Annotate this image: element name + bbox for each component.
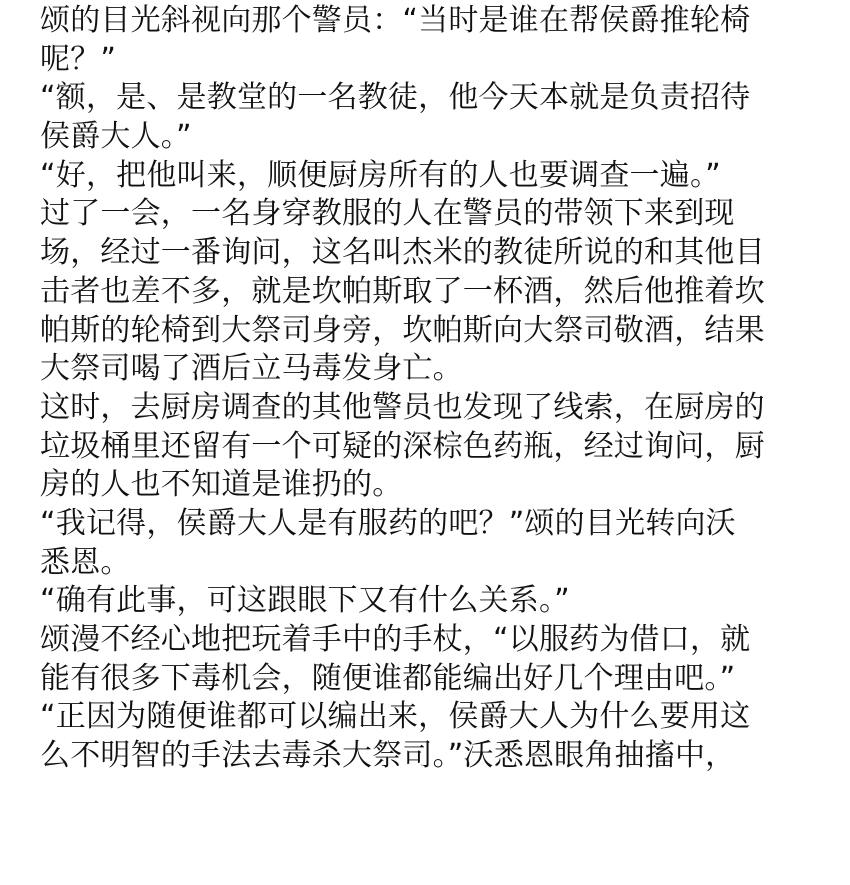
text-line: 大祭司喝了酒后立马毒发身亡。 <box>40 351 463 387</box>
text-line: “确有此事，可这跟眼下又有什么关系。” <box>40 583 570 619</box>
text-line: “好，把他叫来，顺便厨房所有的人也要调查一遍。” <box>40 157 721 193</box>
text-line: 过了一会，一名身穿教服的人在警员的带领下来到现 <box>40 196 735 232</box>
text-line: “我记得，侯爵大人是有服药的吧？”颂的目光转向沃 <box>40 505 736 541</box>
text-line: 场，经过一番询问，这名叫杰米的教徒所说的和其他目 <box>40 235 765 271</box>
text-line: 侯爵大人。” <box>40 119 192 155</box>
text-line: 能有很多下毒机会，随便谁都能编出好几个理由吧。” <box>40 660 736 696</box>
text-line: 颂的目光斜视向那个警员：“当时是谁在帮侯爵推轮椅 <box>40 3 751 38</box>
text-line: “正因为随便谁都可以编出来，侯爵大人为什么要用这 <box>40 699 751 735</box>
text-line: 这时，去厨房调查的其他警员也发现了线索，在厨房的 <box>40 389 765 425</box>
text-line: 击者也差不多，就是坎帕斯取了一杯酒，然后他推着坎 <box>40 273 765 309</box>
text-line: 房的人也不知道是谁扔的。 <box>40 467 403 503</box>
story-text <box>40 2 830 776</box>
text-line: 呢？” <box>40 41 117 77</box>
text-line: “额，是、是教堂的一名教徒，他今天本就是负责招待 <box>40 80 751 116</box>
text-line: 帕斯的轮椅到大祭司身旁，坎帕斯向大祭司敬酒，结果 <box>40 312 765 348</box>
text-line: 垃圾桶里还留有一个可疑的深棕色药瓶，经过询问，厨 <box>40 428 765 464</box>
text-line: 么不明智的手法去毒杀大祭司。”沃悉恩眼角抽搐中， <box>40 738 736 774</box>
text-line: 颂漫不经心地把玩着手中的手杖，“以服药为借口，就 <box>40 622 751 657</box>
text-line: 悉恩。 <box>40 544 131 580</box>
